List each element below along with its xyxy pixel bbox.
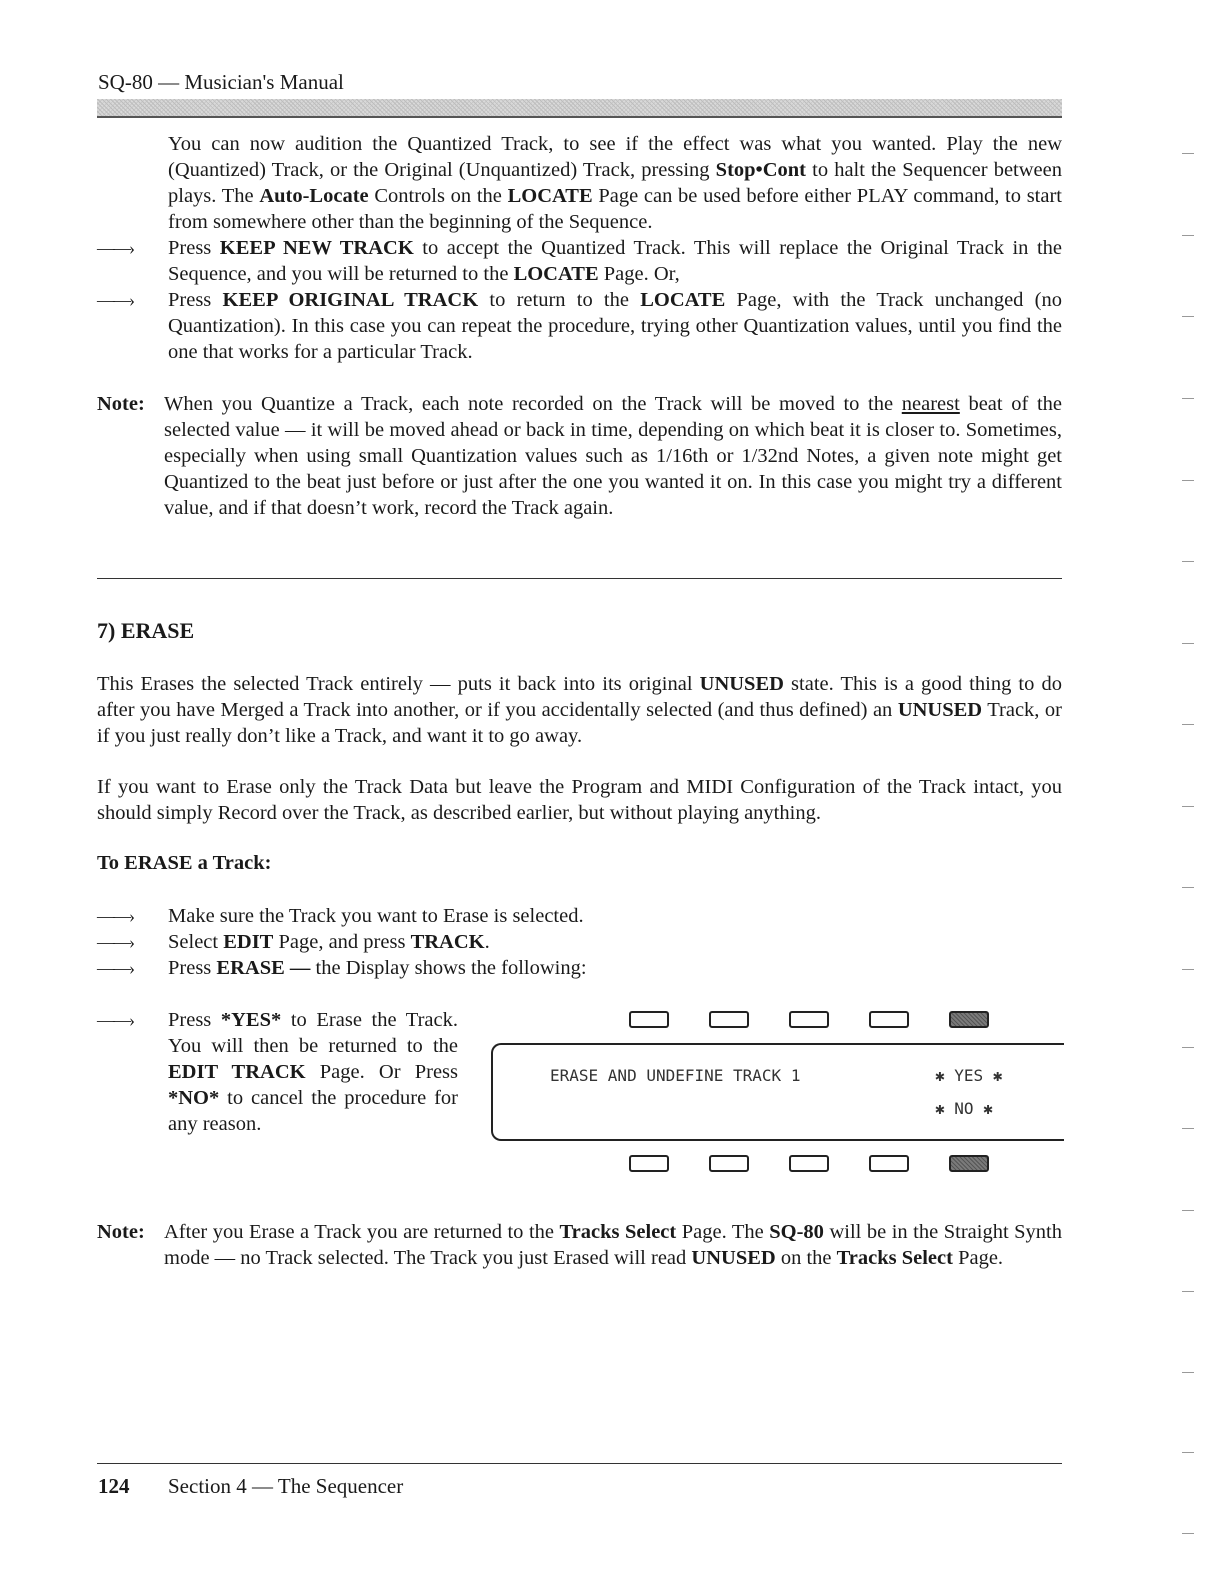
step-press-erase xyxy=(97,955,587,981)
margin-tick xyxy=(1182,969,1194,970)
margin-tick xyxy=(1182,724,1194,725)
margin-tick xyxy=(1182,316,1194,317)
arrow-icon: ——› xyxy=(97,290,133,310)
margin-tick xyxy=(1182,480,1194,481)
erase-data-paragraph: If you want to Erase only the Track Data but leave the Program and MIDI Configuration of the Track intact, you should simply Record over the Track, as described earlier, but without playing anything. xyxy=(97,776,1062,824)
step-select-track xyxy=(97,903,584,929)
soft-key-bottom-2[interactable] xyxy=(709,1155,749,1172)
display-message: ERASE AND UNDEFINE TRACK 1 xyxy=(550,1066,801,1085)
page-number: 124 xyxy=(98,1474,130,1498)
margin-tick xyxy=(1182,1372,1194,1373)
soft-key-no[interactable] xyxy=(949,1155,989,1172)
step-text: Press KEEP ORIGINAL TRACK to return to the LOCATE Page, with the Track unchanged (no Quantization). In this case you can repeat the procedure, trying other Quantization values, until you find the one that works for a particular Track. xyxy=(168,289,1062,363)
margin-tick xyxy=(1182,561,1194,562)
margin-tick xyxy=(1182,1533,1194,1534)
margin-tick xyxy=(1182,398,1194,399)
running-header: SQ-80 — Musician's Manual xyxy=(98,70,344,94)
step-text: Press *YES* to Erase the Track. You will then be returned to the EDIT TRACK Page. Or Press *NO* to cancel the procedure for any reason. xyxy=(168,1009,458,1135)
quantize-note: When you Quantize a Track, each note recorded on the Track will be moved to the nearest beat of the selected value — it will be moved ahead or back in time, depending on which beat it is closer to. Sometimes, especially when using small Quantization values such as 1/16th or 1/32nd Notes, a given note might get Quantized to the beat just before or just after the one you wanted it on. In this case you might try a different value, and if that doesn’t work, record the Track again. xyxy=(164,393,1063,519)
margin-tick xyxy=(1182,235,1194,236)
section-heading: 7) ERASE xyxy=(97,618,195,643)
margin-tick xyxy=(1182,643,1194,644)
procedure-heading: To ERASE a Track: xyxy=(97,852,272,874)
margin-tick xyxy=(1182,1210,1194,1211)
margin-tick xyxy=(1182,1128,1194,1129)
arrow-icon: ——› xyxy=(97,906,133,926)
step-keep-original-track xyxy=(97,287,1062,365)
arrow-icon: ——› xyxy=(97,932,133,952)
margin-tick xyxy=(1182,806,1194,807)
soft-key-top-3[interactable] xyxy=(789,1011,829,1028)
section-divider xyxy=(97,578,1062,579)
step-text: Select EDIT Page, and press TRACK. xyxy=(168,931,490,953)
erase-description: This Erases the selected Track entirely — puts it back into its original UNUSED state. This is a good thing to do after you have Merged a Track into another, or if you accidentally selected (and thus defined) an UNUSED Track, or if you just really don’t like a Track, and want it to go away. xyxy=(97,673,1062,747)
soft-key-yes[interactable] xyxy=(949,1011,989,1028)
soft-key-bottom-1[interactable] xyxy=(629,1155,669,1172)
step-press-yes xyxy=(97,1007,458,1137)
step-edit-page xyxy=(97,929,490,955)
lcd-display xyxy=(491,1043,1064,1141)
margin-tick xyxy=(1182,1452,1194,1453)
step-text: Press KEEP NEW TRACK to accept the Quantized Track. This will replace the Original Track in the Sequence, and you will be returned to the LOCATE Page. Or, xyxy=(168,237,1062,285)
soft-key-top-1[interactable] xyxy=(629,1011,669,1028)
step-keep-new-track xyxy=(97,235,1062,287)
footer-section-title: Section 4 — The Sequencer xyxy=(168,1474,404,1498)
audition-paragraph: You can now audition the Quantized Track, to see if the effect was what you wanted. Play the new (Quantized) Track, or the Original (Unquantized) Track, pressing Stop•Cont to halt the Sequencer between plays. The Auto-Locate Controls on the LOCATE Page can be used before either PLAY command, to start from somewhere other than the beginning of the Sequence. xyxy=(168,133,1063,233)
footer-rule xyxy=(97,1463,1062,1464)
soft-key-bottom-4[interactable] xyxy=(869,1155,909,1172)
arrow-icon: ——› xyxy=(97,238,133,258)
soft-key-top-2[interactable] xyxy=(709,1011,749,1028)
margin-tick xyxy=(1182,887,1194,888)
margin-tick xyxy=(1182,1291,1194,1292)
margin-tick xyxy=(1182,153,1194,154)
soft-key-top-4[interactable] xyxy=(869,1011,909,1028)
soft-key-bottom-3[interactable] xyxy=(789,1155,829,1172)
note-label: Note: xyxy=(97,1221,145,1243)
display-no-label: ✱ NO ✱ xyxy=(935,1099,993,1118)
arrow-icon: ——› xyxy=(97,1010,133,1030)
header-band xyxy=(97,99,1062,118)
step-text: Make sure the Track you want to Erase is selected. xyxy=(168,905,584,927)
margin-tick xyxy=(1182,1047,1194,1048)
erase-note: After you Erase a Track you are returned to the Tracks Select Page. The SQ-80 will be in the Straight Synth mode — no Track selected. The Track you just Erased will read UNUSED on the Tracks Select Page. xyxy=(164,1221,1062,1269)
step-text: Press ERASE — the Display shows the following: xyxy=(168,957,587,979)
display-yes-label: ✱ YES ✱ xyxy=(935,1066,1003,1085)
note-label: Note: xyxy=(97,393,145,415)
arrow-icon: ——› xyxy=(97,958,133,978)
